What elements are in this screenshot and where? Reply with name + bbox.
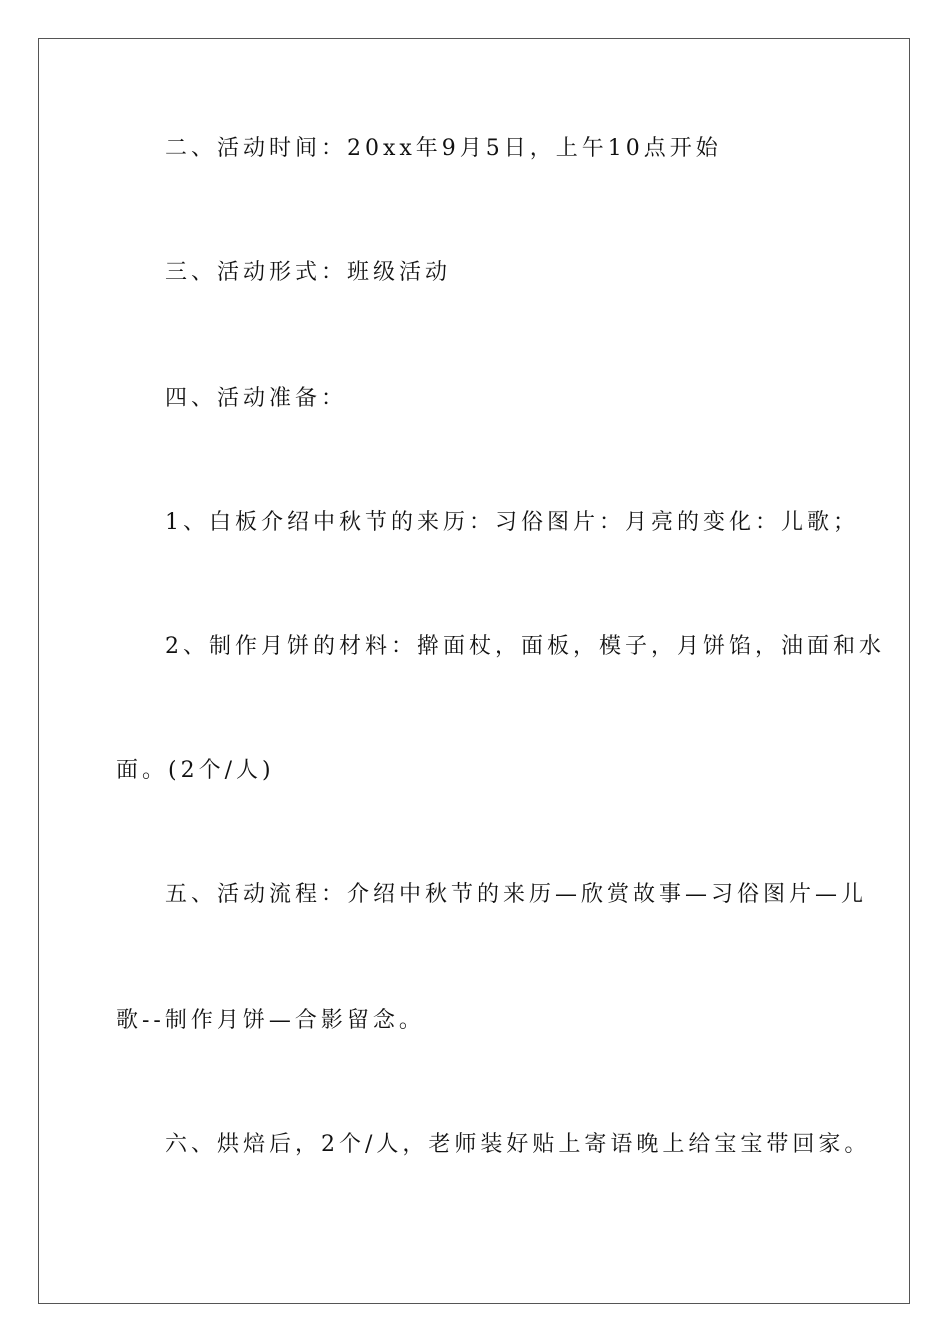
paragraph-preparation-item-1: 1、白板介绍中秋节的来历：习俗图片：月亮的变化：儿歌；: [165, 510, 859, 535]
paragraph-after-baking: 六、烘焙后，2个/人，老师装好贴上寄语晚上给宝宝带回家。: [165, 1132, 871, 1157]
paragraph-activity-process: 五、活动流程：介绍中秋节的来历—欣赏故事—习俗图片—儿: [165, 882, 868, 907]
paragraph-preparation-item-2: 2、制作月饼的材料：擀面杖，面板，模子，月饼馅，油面和水: [165, 634, 885, 659]
page-frame: [38, 38, 910, 1304]
paragraph-preparation-item-2-continued: 面。(2个/人): [116, 758, 275, 783]
paragraph-activity-form: 三、活动形式：班级活动: [165, 260, 452, 285]
paragraph-activity-time: 二、活动时间：20xx年9月5日，上午10点开始: [165, 136, 722, 161]
paragraph-activity-preparation-heading: 四、活动准备：: [165, 386, 348, 411]
paragraph-activity-process-continued: 歌--制作月饼—合影留念。: [116, 1008, 425, 1033]
